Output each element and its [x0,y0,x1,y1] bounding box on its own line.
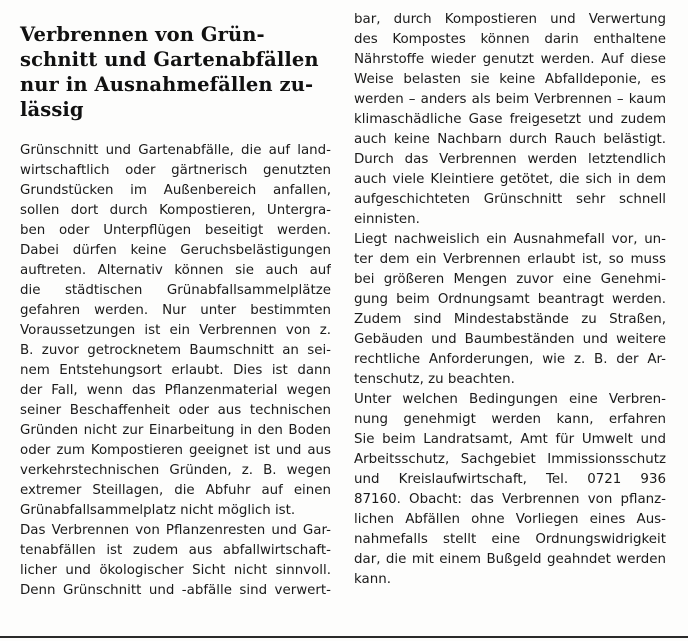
body-line: Gebäuden und Baumbeständen und weitere [354,332,666,347]
body-line: klimaschädliche Gase freigesetzt und zudem [354,112,666,127]
body-line: sollen dort durch Kompostieren, Untergra- [20,203,331,218]
body-line: licher und ökologischer Sicht nicht sinnvoll. [20,563,331,578]
body-line: der Fall, wenn das Pflanzenmaterial wegen [20,383,331,398]
body-line: ter dem ein Verbrennen erlaubt ist, so muss [354,252,666,267]
right-column [354,10,666,590]
body-line: wirtschaftlich oder gärtnerisch genutzten [20,163,331,178]
body-line: Zudem sind Mindestabstände zu Straßen, [354,312,666,327]
body-line: 87160. Obacht: das Verbrennen von pflanz- [354,492,666,507]
body-line: nung genehmigt werden kann, erfahren [354,412,666,427]
body-line: die städtischen Grünabfallsammelplätze [20,283,331,298]
headline-line: nur in Ausnahmefällen zu- [20,73,314,96]
body-line: Grünschnitt und Gartenabfälle, die auf land- [20,143,331,158]
body-line: tenschutz, zu beachten. [354,372,515,387]
body-line: Das Verbrennen von Pflanzenresten und Gar- [20,523,331,538]
body-line: B. zuvor getrocknetem Baumschnitt an sei- [20,343,331,358]
body-line: auch keine Nachbarn durch Rauch belästigt. [354,132,666,147]
body-line: auftreten. Alternativ können sie auch auf [20,263,331,278]
body-line: Nährstoffe wieder genutzt werden. Auf diese [354,52,666,67]
body-line: Denn Grünschnitt und -abfälle sind verwert- [20,583,331,598]
body-line: verkehrstechnischen Gründen, z. B. wegen [20,463,331,478]
body-line: lichen Abfällen ohne Vorliegen eines Aus- [354,512,666,527]
body-line: extremer Steillagen, die Abfuhr auf einen [20,483,331,498]
body-line: ben oder Unterpflügen beseitigt werden. [20,223,331,238]
body-line: Weise belasten sie keine Abfalldeponie, es [354,72,666,87]
body-line: Grundstücken im Außenbereich anfallen, [20,183,331,198]
body-line: Unter welchen Bedingungen eine Verbren- [354,392,666,407]
body-line: seiner Beschaffenheit oder aus technischen [20,403,331,418]
body-line: aufgeschichteten Grünschnitt sehr schnell [354,192,666,207]
bottom-rule [0,636,688,638]
body-line: bei größeren Mengen zuvor eine Genehmi- [354,272,666,287]
body-line: und Kreislaufwirtschaft, Tel. 0721 936 [354,472,666,487]
body-line: einnisten. [354,212,420,227]
body-line: gefahren werden. Nur unter bestimmten [20,303,331,318]
headline-line: schnitt und Gartenabfällen [20,48,319,71]
body-line: auch viele Kleintiere getötet, die sich in dem [354,172,666,187]
body-line: dar, die mit einem Bußgeld geahndet werden [354,552,666,567]
body-line: gung beim Ordnungsamt beantragt werden. [354,292,666,307]
body-line: Durch das Verbrennen werden letztendlich [354,152,666,167]
body-line: Dabei dürfen keine Geruchsbelästigungen [20,243,331,258]
headline-line: Verbrennen von Grün- [20,23,265,46]
body-line: Grünabfallsammelplatz nicht möglich ist. [20,503,296,518]
body-line: Liegt nachweislich ein Ausnahmefall vor, un- [354,232,666,247]
body-line: nahmefalls stellt eine Ordnungswidrigkeit [354,532,666,547]
body-line: Sie beim Landratsamt, Amt für Umwelt und [354,432,666,447]
left-column [20,141,331,601]
body-line: werden – anders als beim Verbrennen – kaum [354,92,666,107]
body-line: bar, durch Kompostieren und Verwertung [354,12,666,27]
body-line: des Kompostes können darin enthaltene [354,32,666,47]
body-line: nem Entstehungsort erlaubt. Dies ist dann [20,363,331,378]
body-line: rechtliche Anforderungen, wie z. B. der Ar- [354,352,666,367]
headline [20,22,340,122]
body-line: Arbeitsschutz, Sachgebiet Immissionsschutz [354,452,666,467]
headline-line: lässig [20,98,84,121]
body-line: Gründen nicht zur Einarbeitung in den Boden [20,423,331,438]
body-line: oder zum Kompostieren geeignet ist und aus [20,443,331,458]
body-line: kann. [354,572,391,587]
body-line: Voraussetzungen ist ein Verbrennen von z. [20,323,331,338]
body-line: tenabfällen ist zudem aus abfallwirtschaft- [20,543,331,558]
